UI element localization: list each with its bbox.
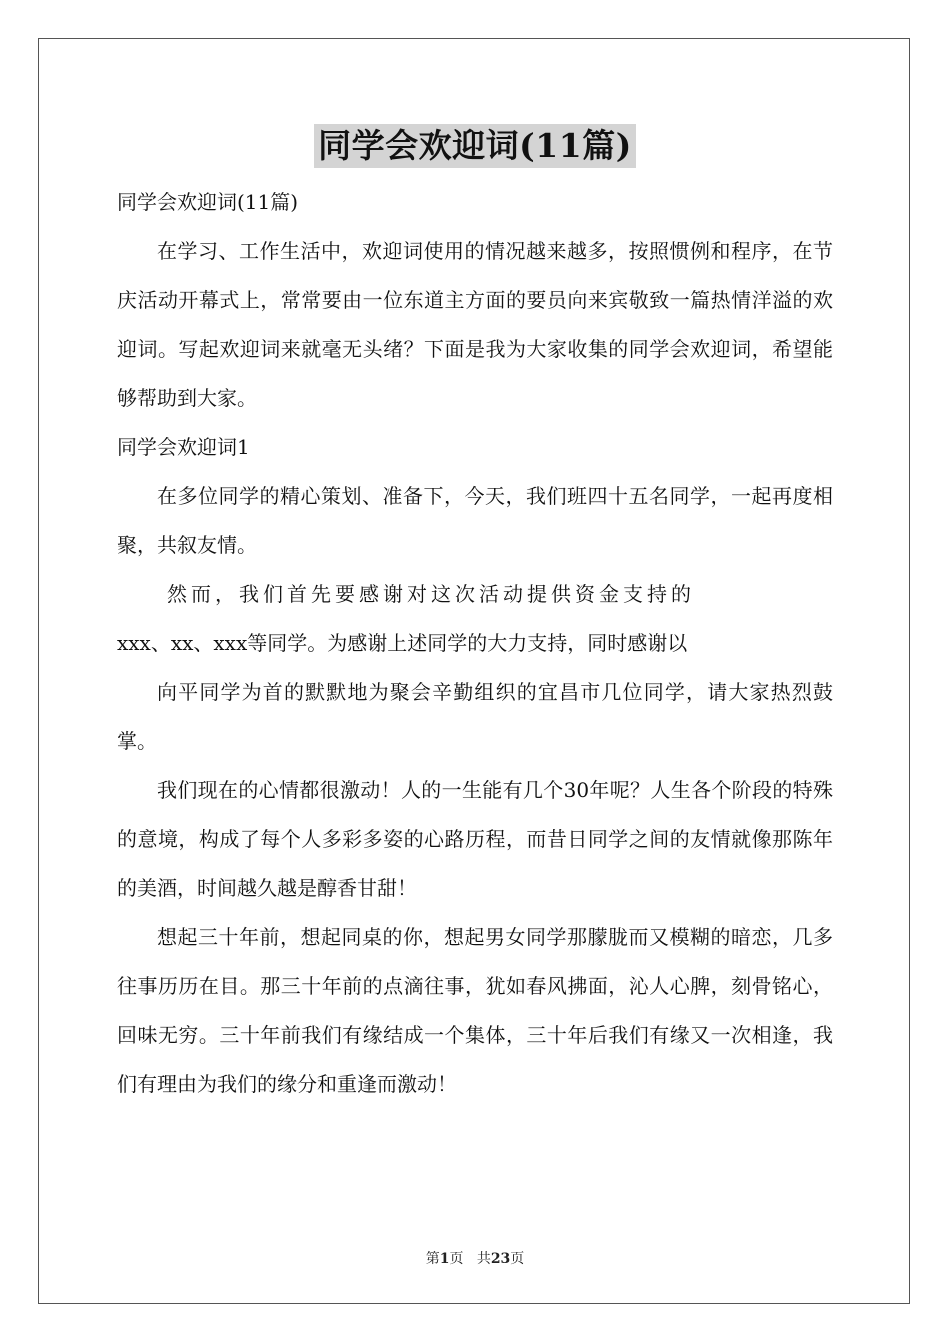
page-footer [0, 1248, 950, 1268]
section-heading: 同学会欢迎词1 [117, 435, 250, 459]
total-pages: 23 [490, 1251, 511, 1267]
page-prefix: 第 [425, 1251, 440, 1267]
body-paragraph: 我们现在的心情都很激动！人的一生能有几个30年呢？人生各个阶段的特殊的意境，构成了每个人多彩多姿的心路历程，而昔日同学之间的友情就像那陈年的美酒，时间越久越是醇香甘甜！ [117, 778, 833, 900]
page-number: 1 [439, 1251, 450, 1267]
title-block [0, 124, 950, 168]
intro-paragraph: 在学习、工作生活中，欢迎词使用的情况越来越多，按照惯例和程序，在节庆活动开幕式上，常常要由一位东道主方面的要员向来宾敬致一篇热情洋溢的欢迎词。写起欢迎词来就毫无头绪？下面是我为大家收集的同学会欢迎词，希望能够帮助到大家。 [117, 239, 833, 410]
document-body [117, 178, 833, 1109]
total-suffix: 页 [510, 1251, 525, 1267]
body-paragraph: 然而，我们首先要感谢对这次活动提供资金支持的 [167, 582, 695, 606]
subtitle-paragraph: 同学会欢迎词(11篇) [117, 190, 299, 214]
body-paragraph: 在多位同学的精心策划、准备下，今天，我们班四十五名同学，一起再度相聚，共叙友情。 [117, 484, 833, 557]
document-title: 同学会欢迎词(11篇) [314, 124, 636, 168]
body-paragraph: xxx、xx、xxx等同学。为感谢上述同学的大力支持，同时感谢以 [117, 631, 688, 655]
total-prefix: 共 [476, 1251, 491, 1267]
body-paragraph: 向平同学为首的默默地为聚会辛勤组织的宜昌市几位同学，请大家热烈鼓掌。 [117, 680, 833, 753]
page-suffix: 页 [449, 1251, 464, 1267]
body-paragraph: 想起三十年前，想起同桌的你，想起男女同学那朦胧而又模糊的暗恋，几多往事历历在目。那三十年前的点滴往事，犹如春风拂面，沁人心脾，刻骨铭心，回味无穷。三十年前我们有缘结成一个集体，三十年后我们有缘又一次相逢，我们有理由为我们的缘分和重逢而激动！ [117, 925, 833, 1096]
